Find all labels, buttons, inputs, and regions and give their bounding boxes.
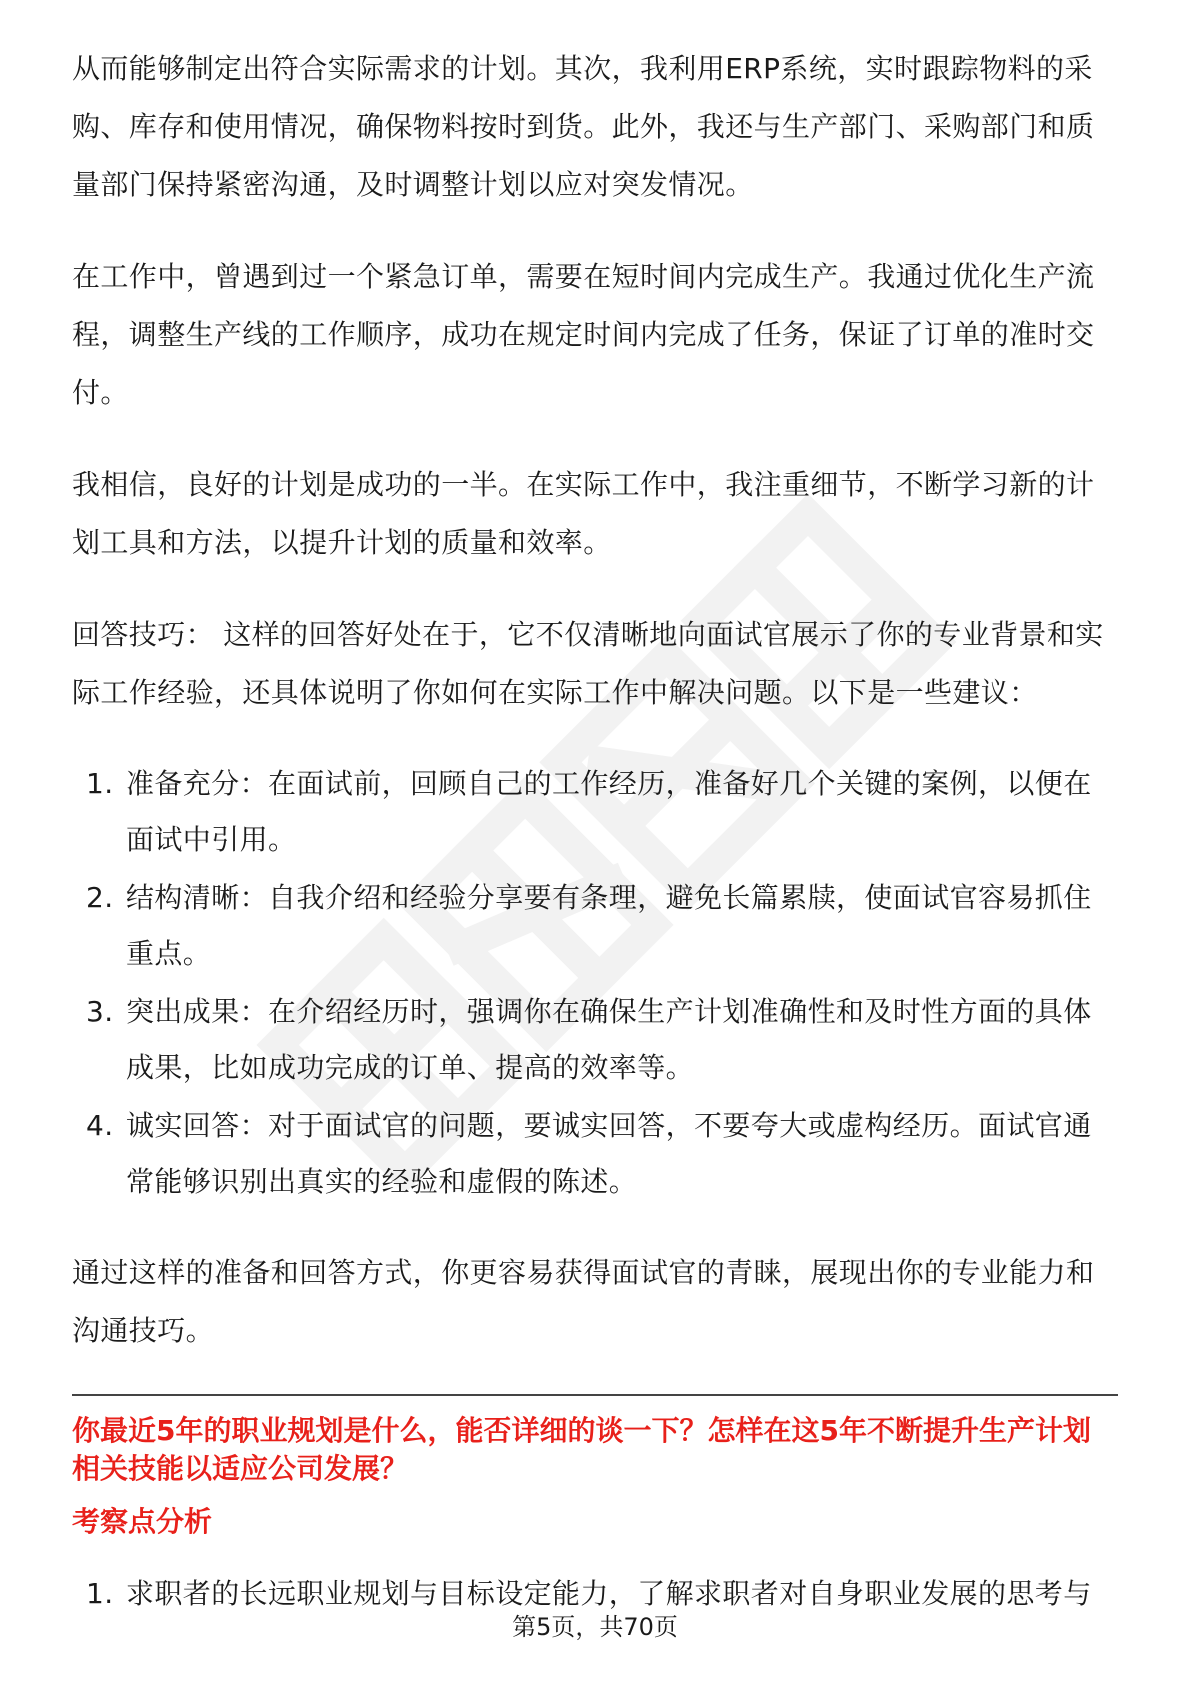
page-footer: 第5页，共70页 — [512, 1613, 678, 1641]
list-item — [72, 1098, 1118, 1210]
list-item — [72, 756, 1118, 868]
list-text: 突出成果：在介绍经历时，强调你在确保生产计划准确性和及时性方面的具体成果，比如成功完成的订单、提高的效率等。 — [126, 995, 1092, 1084]
list-number: 4. — [86, 1109, 114, 1142]
document-body — [72, 40, 1118, 1656]
list-text: 求职者的长远职业规划与目标设定能力，了解求职者对自身职业发展的思考与 — [126, 1577, 1092, 1610]
interview-question: 你最近5年的职业规划是什么，能否详细的谈一下？怎样在这5年不断提升生产计划相关技能以适应公司发展？ — [72, 1414, 1091, 1485]
paragraph-answer-tips: 回答技巧： 这样的回答好处在于，它不仅清晰地向面试官展示了你的专业背景和实际工作经验，还具体说明了你如何在实际工作中解决问题。以下是一些建议： — [72, 618, 1104, 709]
list-item — [72, 870, 1118, 982]
list-number: 1. — [86, 1577, 114, 1610]
paragraph-closing: 通过这样的准备和回答方式，你更容易获得面试官的青睐，展现出你的专业能力和沟通技巧。 — [72, 1256, 1095, 1347]
list-text: 结构清晰：自我介绍和经验分享要有条理，避免长篇累牍，使面试官容易抓住重点。 — [126, 881, 1092, 970]
tips-list — [72, 756, 1118, 1210]
list-text: 准备充分：在面试前，回顾自己的工作经历，准备好几个关键的案例，以便在面试中引用。 — [126, 767, 1092, 856]
list-number: 3. — [86, 995, 114, 1028]
paragraph-urgent-order: 在工作中，曾遇到过一个紧急订单，需要在短时间内完成生产。我通过优化生产流程，调整生产线的工作顺序，成功在规定时间内完成了任务，保证了订单的准时交付。 — [72, 260, 1095, 409]
list-text: 诚实回答：对于面试官的问题，要诚实回答，不要夸大或虚构经历。面试官通常能够识别出真实的经验和虚假的陈述。 — [126, 1109, 1092, 1198]
list-item — [72, 984, 1118, 1096]
list-number: 2. — [86, 881, 114, 914]
list-number: 1. — [86, 767, 114, 800]
paragraph-belief: 我相信，良好的计划是成功的一半。在实际工作中，我注重细节，不断学习新的计划工具和方法，以提升计划的质量和效率。 — [72, 468, 1095, 559]
section-divider — [72, 1394, 1118, 1396]
analysis-heading: 考察点分析 — [72, 1505, 213, 1538]
paragraph-planning-methods: 从而能够制定出符合实际需求的计划。其次，我利用ERP系统，实时跟踪物料的采购、库存和使用情况，确保物料按时到货。此外，我还与生产部门、采购部门和质量部门保持紧密沟通，及时调整计划以应对突发情况。 — [72, 52, 1095, 201]
